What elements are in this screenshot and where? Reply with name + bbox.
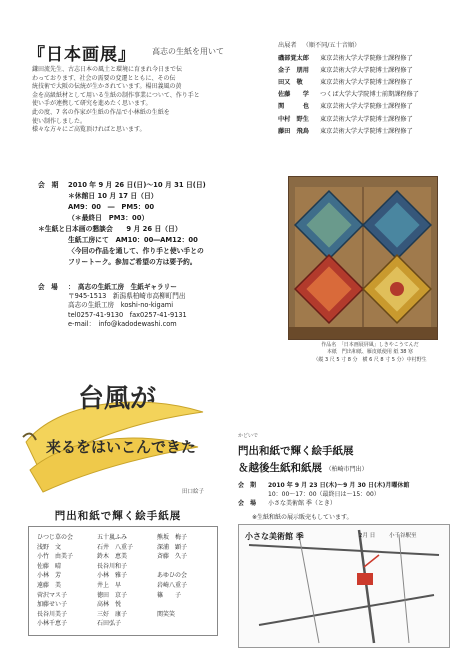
show-period: 2010 年 9 月 23 日(木)～9 月 30 日(木)月曜休館 (268, 482, 410, 489)
map-station-label: 小千谷駅至 (389, 533, 417, 539)
venue-org: 高志の生紙工房 koshi-no-kigami (68, 301, 174, 310)
intro-line: 金を高級紙材として用いる生紙の制作事業について、作り手と (32, 91, 200, 99)
artist-row (278, 89, 453, 101)
venue-phone: tel0257-41-9130 fax0257-41-9131 (68, 310, 187, 319)
brush-text-main: 台風が (78, 384, 157, 414)
artist-row (278, 53, 453, 65)
closed-day: ＊休館日 10 月 17 日（日） (68, 192, 158, 200)
artist-name: 田又 敬 (278, 79, 303, 87)
intro-line: わっております、社会の需要の変遷とともに、その伝 (32, 74, 176, 82)
participant-name: 石田弘子 (97, 620, 122, 628)
etegami-exhibition-title: 門出和紙で輝く絵手紙展 (54, 510, 182, 522)
show-details (238, 481, 448, 508)
artist-name: 金子 朋用 (278, 67, 309, 75)
participant-name: 浅野 文 (37, 543, 62, 551)
screen-artwork-graphic (289, 177, 437, 339)
show-period-label: 会 期 (238, 482, 257, 489)
participant-column (37, 533, 89, 629)
show-hours: 10：00～17：00（最終日は～15：00） (268, 491, 380, 498)
participant-name: 菅沢マス子 (37, 591, 68, 599)
intro-line: 使い手が連携して研究を進めたく思います。 (32, 100, 152, 108)
workshop-time: 生紙工房にて AM10：00―AM12：00 (68, 236, 198, 244)
participant-name: 小林千恵子 (37, 620, 68, 628)
etegami-artwork (18, 372, 208, 502)
intro-line: 統技術で大阪の伝統が生かされています。楊田義風の黄 (32, 83, 182, 91)
washi-show-title (238, 460, 368, 475)
participant-name: 岩崎八重子 (157, 581, 188, 589)
folding-screen-painting (288, 176, 438, 340)
caption-line: （縦 3 尺 5 寸 8 分 横 6 尺 8 寸 5 分）中村野生 (313, 356, 427, 363)
participant-name: 鈴木 恵美 (97, 553, 128, 561)
talk-event: ＊生紙と日本画の懇談会 9 月 26 日（日） (38, 225, 182, 233)
schedule-block (38, 180, 278, 268)
participant-name (157, 562, 209, 572)
participant-name (157, 600, 209, 610)
participant-name: 斉藤 久子 (157, 553, 188, 561)
venue-label: 会 場 (38, 283, 58, 291)
talk-description: フリートーク。参加ご希望の方は要予約。 (68, 258, 197, 266)
venue-name: ： 高志の生紙工房 生紙ギャラリー (68, 283, 177, 291)
map-date-label: 2月 日 (359, 533, 376, 539)
participant-name: 深浦 顕子 (157, 543, 188, 551)
participant-name: 熊坂 梅子 (157, 534, 188, 541)
participant-name: 長谷川和子 (97, 562, 128, 570)
page-title: 『日本画展』 (28, 45, 136, 65)
artist-header: 出展者 (278, 42, 297, 49)
intro-line: 鎌田流先生、古志日本の風土と環境に育まれ今日まで伝 (32, 66, 183, 73)
participant-name: 小林 芳 (37, 572, 62, 580)
washi-show-title-text: ＆越後生紙和紙展 (238, 462, 322, 474)
venue-block (38, 283, 278, 329)
page-subtitle: 高志の生紙を用いて (152, 47, 224, 56)
artist-school: 東京芸術大学大学院修士課程修了 (320, 55, 413, 63)
brush-text-sub: 来るをはいこんできた (46, 438, 197, 456)
intro-paragraph (32, 66, 270, 135)
participant-name: 加藤せい子 (37, 601, 68, 609)
artist-school: つくば大学大学院博士前期課程修了 (320, 91, 419, 99)
title-furigana: かどいで (238, 433, 259, 439)
artist-row (278, 101, 453, 113)
talk-description: 〈今回の作品を通して、作り手と使い手との (68, 247, 204, 255)
artist-list (278, 40, 453, 138)
venue-map (238, 524, 450, 648)
artist-name: 関 也 (278, 103, 309, 111)
participant-name: 井上 早 (97, 581, 122, 589)
show-venue: 小さな美術館 季（とき） (268, 500, 336, 507)
last-day-hours: （＊最終日 PM3：00） (68, 214, 149, 222)
artist-name: 磯部覚太郎 (278, 55, 309, 63)
caption-line: 作品名 「日本画展屏風」しきやこうてんだ (321, 342, 419, 348)
participant-name: あゆひの会 (157, 572, 188, 580)
participant-name: 徳田 京子 (97, 591, 128, 599)
venue-address: 〒945-1513 新潟県柏崎市高柳町門出 (68, 292, 186, 301)
venue-email: e-mail： info@kadodewashi.com (68, 319, 177, 328)
intro-line: 様々な方々にご高覧頂ければと思います。 (32, 126, 146, 134)
artist-school: 東京芸術大学大学院博士課程修了 (320, 115, 413, 123)
artwork-caption (290, 342, 450, 364)
participant-name: 佐藤 晴 (37, 562, 62, 570)
participant-name: 小林 雅子 (97, 572, 128, 580)
participant-column (157, 533, 209, 629)
participant-name: 関笑笑 (157, 610, 176, 618)
map-shop-label: 小さな美術館 季 (245, 531, 304, 541)
participant-name: 長谷川美子 (37, 610, 68, 618)
artist-row (278, 65, 453, 77)
period-value: 2010 年 9 月 26 日(日)～10 月 31 日(日) (68, 181, 206, 189)
artist-school: 東京芸術大学大学院修士課程修了 (320, 103, 413, 111)
participant-column (97, 533, 149, 629)
participant-name: 篠 子 (157, 591, 182, 599)
artist-school: 東京芸術大学大学院博士課程修了 (320, 67, 413, 75)
show-venue-label: 会 場 (238, 500, 257, 507)
artist-signature: 田口絵子 (182, 489, 205, 495)
intro-line: 使い制作しました。 (32, 117, 87, 125)
etegami-show-title: 門出和紙で輝く絵手紙展 (238, 445, 354, 457)
intro-line: 此の度、7 名の作家が生紙の作品で小林紙の生紙を (32, 108, 170, 116)
artist-name: 中村 野生 (278, 115, 309, 123)
sales-note: ※生紙和紙の展示販売もしています。 (252, 514, 353, 521)
artist-school: 東京芸術大学大学院博士課程修了 (320, 79, 413, 87)
artist-header-note: （順不同/五十音順） (302, 42, 361, 49)
map-graphic (239, 525, 449, 647)
artist-name: 藤田 飛鳥 (278, 127, 309, 135)
period-label: 会 期 (38, 181, 59, 189)
participant-name: 五十嵐ふみ (97, 534, 128, 541)
participant-name: 小竹 由美子 (37, 553, 74, 561)
caption-line: 本紙 門出和紙、雁皮紙使用 紙 38 寒 (326, 349, 414, 356)
participant-name: 遠藤 美 (37, 581, 62, 589)
participant-name: 石井 八重子 (97, 543, 134, 551)
artist-name: 佐藤 学 (278, 91, 309, 99)
artist-row (278, 77, 453, 89)
opening-hours: AM9：00 ― PM5：00 (68, 203, 155, 211)
artist-school: 東京芸術大学大学院博士課程修了 (320, 127, 413, 135)
participant-name: 三好 康子 (97, 610, 128, 618)
participant-list (28, 526, 218, 636)
washi-show-location: （柏崎市門出） (325, 466, 368, 473)
artist-row (278, 126, 453, 138)
participant-name: ひつじ草の会 (37, 534, 74, 541)
artist-row (278, 114, 453, 126)
participant-name: 高林 悦 (97, 601, 122, 609)
